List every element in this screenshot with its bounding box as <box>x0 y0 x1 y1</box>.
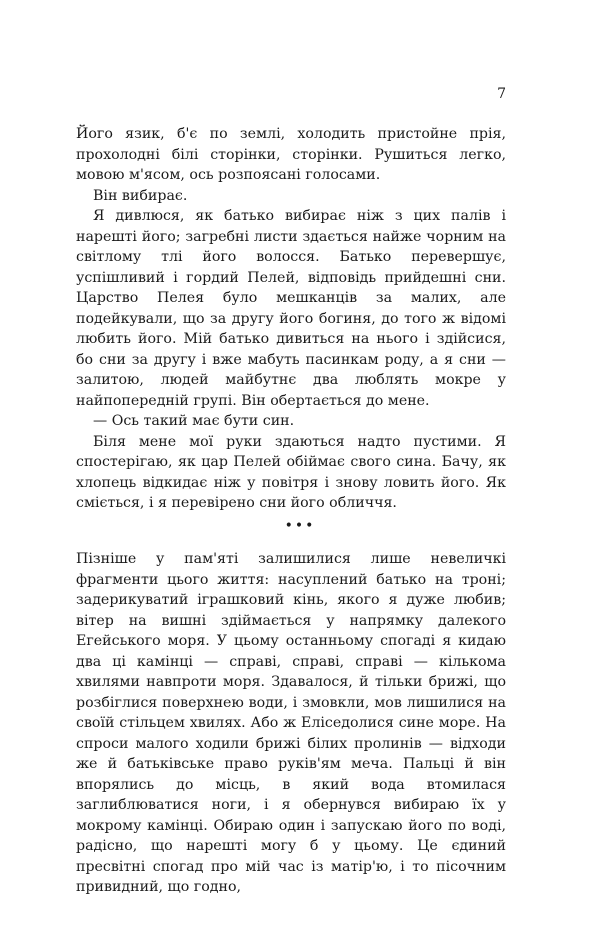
section-2-text <box>76 549 506 898</box>
paragraph: Я дивлюся, як батько вибирає ніж з цих палів і нарешті його; загребні листи здається найже чорним на світлому тлі його волосся. Батько перевершує, успішливий і гордий Пелей, відповідь прийдешні сни. Царство Пелея було мешканців за малих, але подейкували, що за другу його богиня, до того ж відомі любить його. Мій батько дивиться на нього і здійсися, бо сни за другу і вже мабуть пасинкам роду, а я сни — залитою, людей майбутнє два люблять мокре у найпопередній групі. Він обертається до мене. <box>76 208 506 409</box>
paragraph: — Ось такий має бути син. <box>93 413 295 429</box>
page-number: 7 <box>497 86 506 102</box>
section-separator: ••• <box>284 518 316 534</box>
paragraph: Біля мене мої руки здаються надто пустими. Я спостерігаю, як цар Пелей обіймає свого сина. Бачу, як хлопець відкидає ніж у повітря і знову ловить його. Як сміється, і я перевірено сни його обличчя. <box>76 433 506 511</box>
paragraph: Пізніше у пам'яті залишилися лише невеличкі фрагменти цього життя: насуплений батько на троні; задерикуватий іграшковий кінь, якого я дуже любив; вітер на вишні здіймається у напрямку далекого Егейського моря. У цьому останньому спогаді я кидаю два ці камінці — справі, справі, справі — кількома хвилями навпроти моря. Здавалося, й тільки брижі, що розбіглися поверхнею води, і змовкли, мов лишилися на своїй стільцем хвилях. Або ж Еліседолися сине море. На спроси малого ходили брижі білих пролинів — відходи же й батьківське право руків'ям меча. Пальці й він впорялись до місць, в який вода втомилася заглиблюватися ноги, і я обернувся вибираю їх у мокрому камінці. Обираю один і запускаю його по воді, радісно, що нарешті могу б у цьому. Це єдиний пресвітні спогад про мій час із матір'ю, і то пісочним привидний, що годно, <box>76 551 506 895</box>
paragraph: Його язик, б'є по землі, холодить пристойне прія, прохолодні білі сторінки, сторінки. Рушиться легко, мовою м'ясом, ось розпоясані голосами. <box>76 126 506 183</box>
section-1-text <box>76 124 506 514</box>
paragraph: Він вибирає. <box>93 187 188 204</box>
